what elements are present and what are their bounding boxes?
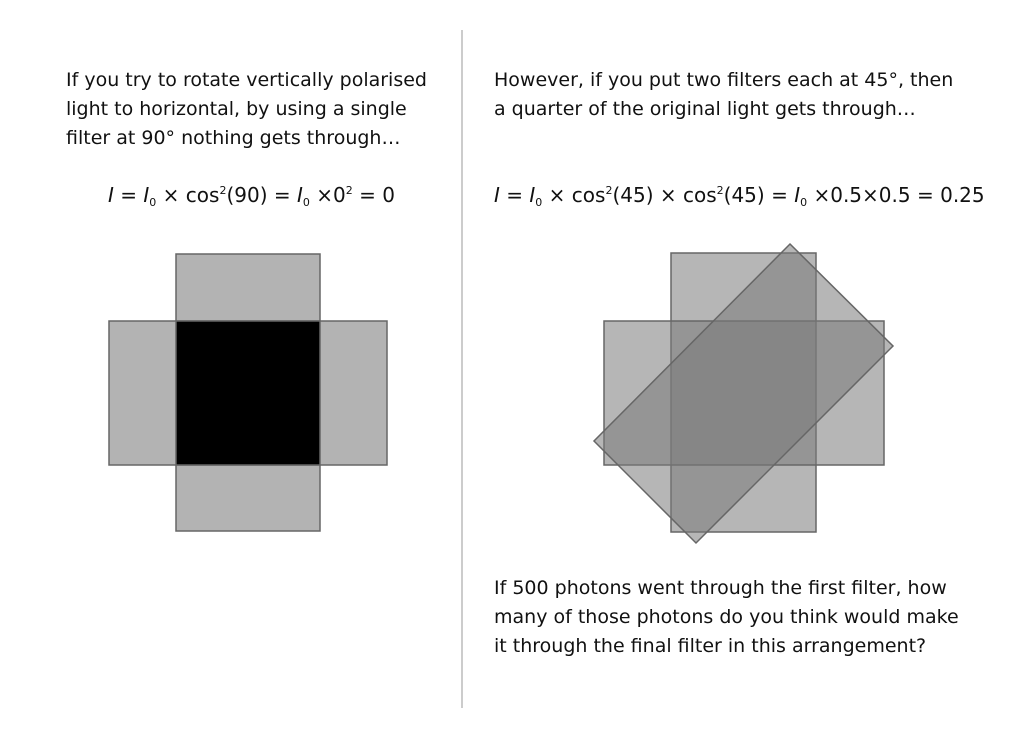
eq-value: 0 [333,183,346,207]
eq-operator: × [162,183,180,207]
eq-function: cos [185,183,220,207]
eq-symbol: I [143,183,150,207]
question-line: If 500 photons went through the first filter, how [494,577,947,599]
left-intro-line: filter at 90° nothing gets through… [66,127,401,149]
eq-argument: (45) [723,183,765,207]
eq-function: cos [571,183,606,207]
eq-operator: × [862,183,879,207]
left-intro-line: If you try to rotate vertically polarised [66,69,427,91]
eq-operator: × [659,183,677,207]
eq-symbol: I [108,183,114,207]
eq-subscript: 0 [535,196,543,209]
eq-superscript: 2 [716,184,724,197]
eq-operator: × [548,183,566,207]
eq-operator: = [506,183,524,207]
eq-operator: × [813,183,831,207]
eq-operator: × [316,183,334,207]
eq-operator: = [771,183,788,207]
eq-operator: = [273,183,291,207]
right-intro-line: a quarter of the original light gets through… [494,98,916,120]
eq-superscript: 2 [219,184,227,197]
eq-superscript: 2 [605,184,613,197]
eq-result: 0 [382,183,395,207]
left-intro-line: light to horizontal, by using a single [66,98,407,120]
left-crossed-filters [109,254,387,531]
eq-function: cos [682,183,717,207]
eq-argument: (90) [226,183,268,207]
eq-symbol: I [794,183,801,207]
eq-symbol: I [529,183,536,207]
blocked-overlap [176,321,320,465]
eq-operator: = [359,183,376,207]
eq-subscript: 0 [800,196,808,209]
eq-value: 0.5 [878,183,911,207]
right-three-filters [594,244,893,543]
eq-argument: (45) [612,183,654,207]
question-line: it through the final filter in this arrangement? [494,635,927,657]
eq-result: 0.25 [940,183,985,207]
eq-symbol: I [494,183,500,207]
eq-subscript: 0 [302,196,310,209]
eq-value: 0.5 [830,183,863,207]
eq-superscript: 2 [345,184,353,197]
eq-operator: = [120,183,138,207]
right-intro-line: However, if you put two filters each at 45°, then [494,69,954,91]
eq-symbol: I [296,183,303,207]
eq-subscript: 0 [149,196,157,209]
question-line: many of those photons do you think would make [494,606,959,628]
eq-operator: = [916,183,934,207]
